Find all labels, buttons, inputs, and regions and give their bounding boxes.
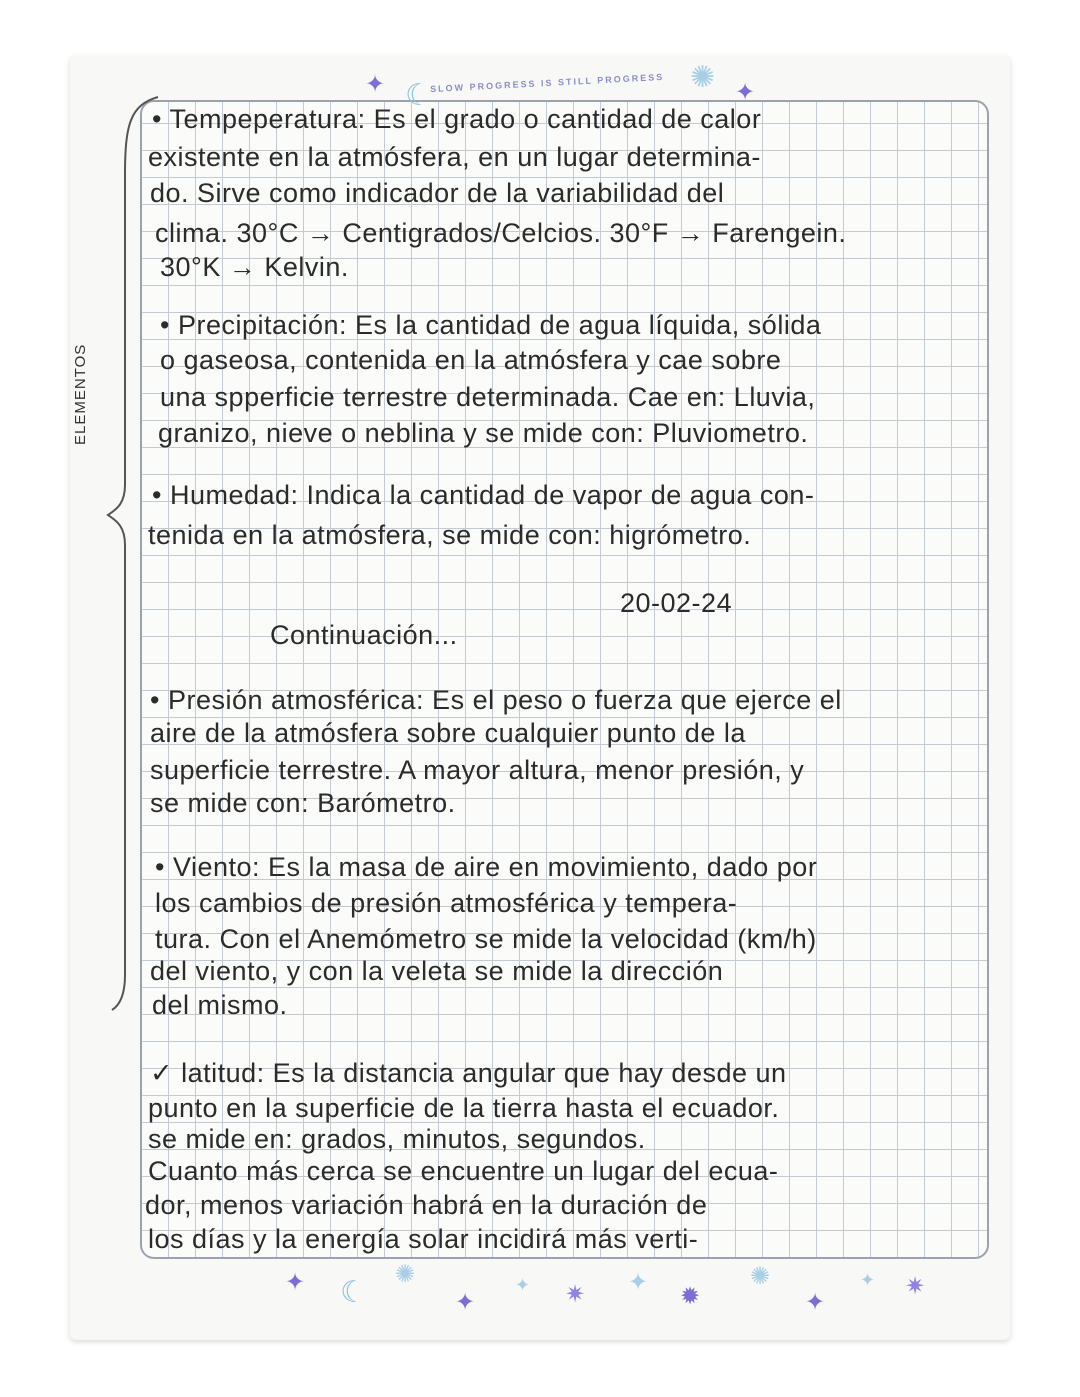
text-line: se mide en: grados, minutos, segundos. [148,1124,646,1154]
sparkle-icon: ✦ [628,1269,649,1296]
sun-icon: ✺ [690,61,716,94]
text-line: • Viento: Es la masa de aire en movimiento, dado por [155,852,818,882]
moon-icon: ☾ [405,79,432,112]
text-line: • Humedad: Indica la cantidad de vapor de agua con- [152,480,815,510]
text-line: ✓ latitud: Es la distancia angular que hay desde un [150,1058,787,1088]
text-line: superficie terrestre. A mayor altura, menor presión, y [150,755,805,785]
washi-tape-text: SLOW PROGRESS IS STILL PROGRESS [429,71,665,95]
text-line: • Tempeperatura: Es el grado o cantidad de calor [152,104,762,134]
text-line: punto en la superficie de la tierra hasta el ecuador. [148,1093,780,1123]
text-line: los cambios de presión atmosférica y tempera- [155,888,738,918]
text-line: granizo, nieve o neblina y se mide con: Pluviometro. [158,418,809,448]
star-icon: ✦ [805,1289,826,1316]
star-icon: ✦ [455,1289,476,1316]
text-line: aire de la atmósfera sobre cualquier punto de la [150,718,746,748]
date: 20-02-24 [620,588,733,618]
text-line: dor, menos variación habrá en la duración de [145,1190,708,1220]
sparkle-icon: ✦ [365,71,386,98]
text-line: • Precipitación: Es la cantidad de agua líquida, sólida [160,310,822,340]
sparkle-icon: ✦ [860,1270,876,1290]
text-line: tenida en la atmósfera, se mide con: higrómetro. [148,520,752,550]
text-line: se mide con: Barómetro. [150,788,456,818]
text-line: o gaseosa, contenida en la atmósfera y cae sobre [160,345,782,375]
sparkle-icon: ✦ [285,1269,306,1296]
star-icon: ✦ [735,79,756,106]
text-line: del mismo. [152,990,288,1020]
text-line: una spperficie terrestre determinada. Cae en: Lluvia, [160,382,816,412]
text-line: del viento, y con la veleta se mide la dirección [150,956,724,986]
text-line: do. Sirve como indicador de la variabilidad del [150,178,725,208]
text-line: existente en la atmósfera, en un lugar determina- [148,142,761,172]
burst-icon: ✹ [680,1283,701,1310]
text-line: 30°K → Kelvin. [160,252,349,282]
moon-icon: ☾ [340,1276,367,1309]
text-line: los días y la energía solar incidirá más verti- [148,1224,699,1254]
side-label-elementos: ELEMENTOS [72,343,89,445]
sun-icon: ✺ [750,1263,771,1290]
burst-icon: ✷ [565,1281,586,1308]
text-line: tura. Con el Anemómetro se mide la velocidad (km/h) [155,924,817,954]
continuation-heading: Continuación... [270,620,458,650]
sun-icon: ✺ [395,1261,416,1288]
burst-icon: ✷ [905,1273,926,1300]
text-line: clima. 30°C → Centigrados/Celcios. 30°F → Farengein. [155,218,847,248]
text-line: • Presión atmosférica: Es el peso o fuerza que ejerce el [150,685,842,715]
text-line: Cuanto más cerca se encuentre un lugar del ecua- [148,1156,779,1186]
bracket [100,95,160,1015]
sparkle-icon: ✦ [515,1275,531,1295]
